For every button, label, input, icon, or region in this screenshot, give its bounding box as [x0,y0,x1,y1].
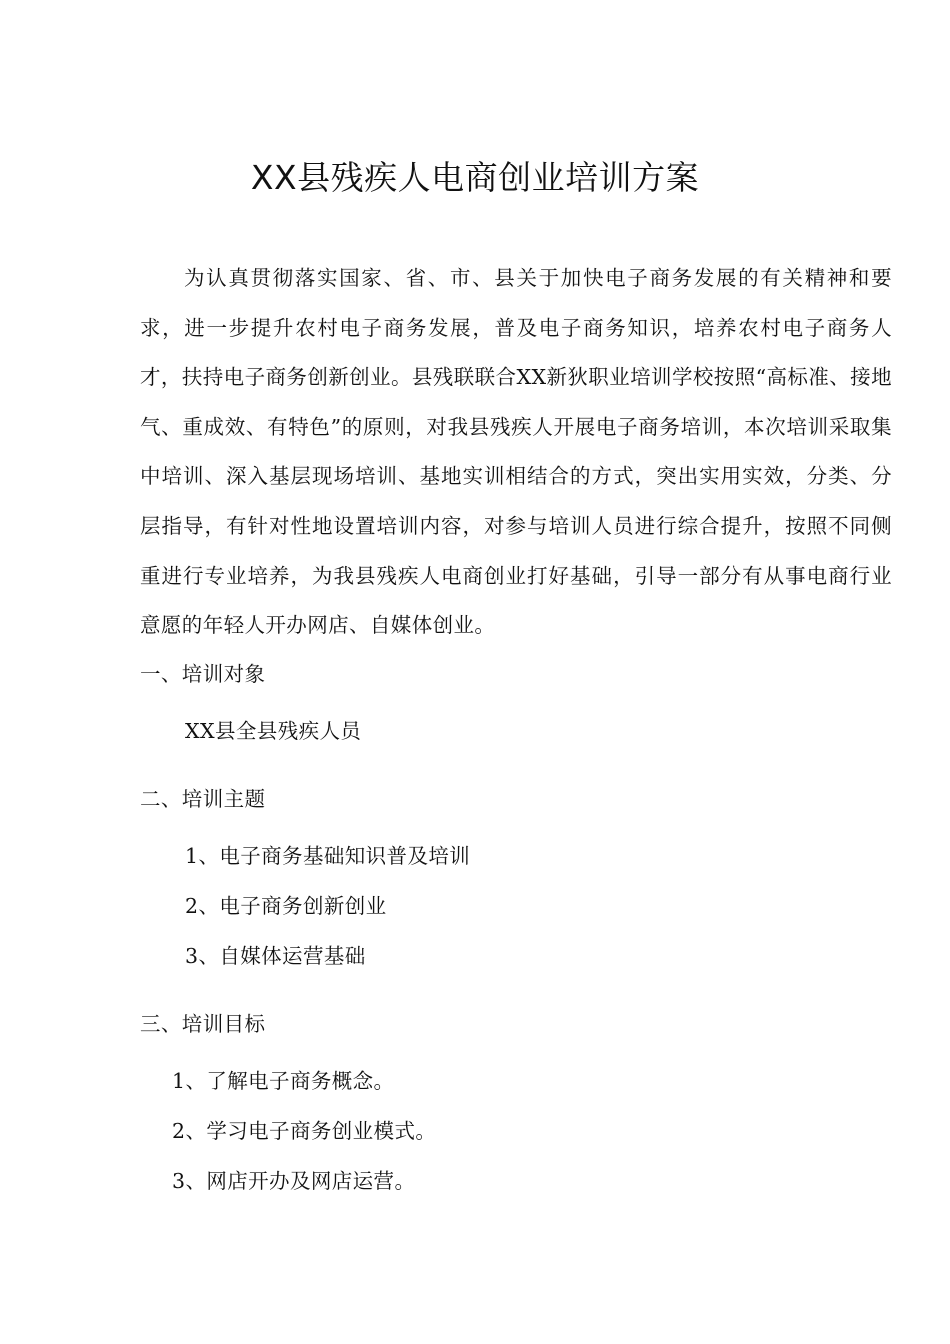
section-item: 1、电子商务基础知识普及培训 [185,844,471,868]
section-heading-target: 一、培训对象 [140,662,266,686]
document-title: XX县残疾人电商创业培训方案 [250,158,700,197]
section-item: XX县全县残疾人员 [185,719,362,743]
section-item: 2、电子商务创新创业 [185,894,387,918]
section-item: 1、了解电子商务概念。 [172,1069,395,1093]
section-heading-theme: 二、培训主题 [140,787,266,811]
section-item: 3、自媒体运营基础 [185,944,366,968]
section-item: 3、网店开办及网店运营。 [172,1169,416,1193]
section-heading-goal: 三、培训目标 [140,1012,266,1036]
intro-paragraph: 为认真贯彻落实国家、省、市、县关于加快电子商务发展的有关精神和要求，进一步提升农村电子商务发展，普及电子商务知识，培养农村电子商务人才，扶持电子商务创新创业。县残联联合XX新狄职业培训学校按照“高标准、接地气、重成效、有特色”的原则，对我县残疾人开展电子商务培训，本次培训采取集中培训、深入基层现场培训、基地实训相结合的方式，突出实用实效，分类、分层指导，有针对性地设置培训内容，对参与培训人员进行综合提升，按照不同侧重进行专业培养，为我县残疾人电商创业打好基础，引导一部分有从事电商行业意愿的年轻人开办网店、自媒体创业。 [140,266,892,638]
section-item: 2、学习电子商务创业模式。 [172,1119,437,1143]
